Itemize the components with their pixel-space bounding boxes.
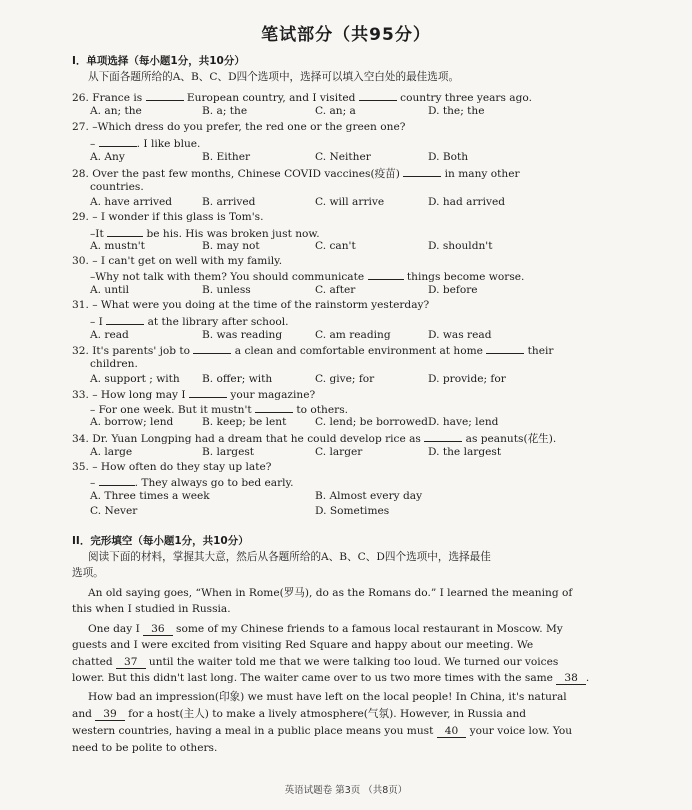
- question-30-line2: [90, 268, 524, 284]
- q26-blank-1: [146, 89, 184, 101]
- q30-text-b: things become worse.: [406, 271, 525, 283]
- passage-p2-line3: [72, 655, 558, 669]
- q26-text-b: European country, and I visited: [186, 92, 356, 104]
- q30-option-b: B. unless: [202, 284, 251, 296]
- q31-text-a: – I: [90, 316, 103, 328]
- p2a-text-1: One day I: [88, 623, 140, 635]
- q27-blank: [99, 135, 137, 147]
- q33-option-c: C. lend; be borrowed: [315, 416, 428, 428]
- q26-text-c: country three years ago.: [400, 92, 532, 104]
- q28-text-b: in many other: [444, 168, 520, 180]
- q29-text-a: –It: [90, 228, 104, 240]
- passage-p2-line1: [88, 622, 563, 636]
- q29-option-b: B. may not: [202, 240, 260, 252]
- q30-option-a: A. until: [90, 284, 130, 296]
- question-27-line1: 27. –Which dress do you prefer, the red one or the green one?: [72, 121, 406, 133]
- blank-40: 40: [437, 725, 466, 738]
- q26-option-b: B. a; the: [202, 105, 248, 117]
- q34-option-b: B. largest: [202, 446, 255, 458]
- q26-blank-2: [359, 89, 397, 101]
- q35-option-c: C. Never: [90, 505, 138, 517]
- q32-text-b: a clean and comfortable environment at home: [234, 345, 483, 357]
- q34-option-a: A. large: [90, 446, 133, 458]
- question-31-line1: 31. – What were you doing at the time of the rainstorm yesterday?: [72, 299, 430, 311]
- section2-heading: II．完形填空（每小题1分，共10分）: [72, 535, 249, 547]
- q31-option-c: C. am reading: [315, 329, 391, 341]
- q33-option-d: D. have; lend: [428, 416, 499, 428]
- q32-text-a: 32. It's parents' job to: [72, 345, 191, 357]
- q28-option-a: A. have arrived: [90, 196, 173, 208]
- question-30-line1: 30. – I can't get on well with my family.: [72, 255, 283, 267]
- q31-option-d: D. was read: [428, 329, 492, 341]
- q28-option-c: C. will arrive: [315, 196, 385, 208]
- q27-option-b: B. Either: [202, 151, 251, 163]
- q32-option-d: D. provide; for: [428, 373, 506, 385]
- q33-text-b: your magazine?: [230, 389, 316, 401]
- q27-text-b: . I like blue.: [136, 138, 201, 150]
- q27-option-a: A. Any: [90, 151, 125, 163]
- p3c-text-1: western countries, having a meal in a public place means you must: [72, 725, 434, 737]
- p2a-text-2: some of my Chinese friends to a famous local restaurant in Moscow. My: [176, 623, 563, 635]
- q34-text-a: 34. Dr. Yuan Longping had a dream that he could develop rice as: [72, 433, 421, 445]
- passage-p3-line4: need to be polite to others.: [72, 742, 218, 754]
- question-35-line2: [90, 474, 294, 490]
- q33-blank-1: [189, 386, 227, 398]
- q33-option-b: B. keep; be lent: [202, 416, 287, 428]
- q32-line2: children.: [90, 358, 138, 370]
- q32-text-c: their: [527, 345, 554, 357]
- q27-dash: –: [90, 138, 96, 150]
- q32-option-b: B. offer; with: [202, 373, 273, 385]
- q28-option-b: B. arrived: [202, 196, 256, 208]
- q29-text-b: be his. His was broken just now.: [146, 228, 320, 240]
- passage-p1-line2: this when I studied in Russia.: [72, 603, 231, 615]
- p2c-text-1: chatted: [72, 656, 113, 668]
- passage-p2-line2: guests and I were excited from visiting Red Square and happy about our meeting. We: [72, 639, 534, 651]
- question-27-line2: [90, 135, 200, 151]
- question-34: [72, 430, 556, 446]
- q32-option-a: A. support ; with: [90, 373, 180, 385]
- passage-p3-line3: [72, 724, 572, 738]
- blank-38: 38: [556, 672, 585, 685]
- p3b-text-1: and: [72, 708, 92, 720]
- passage-p3-line2: [72, 707, 526, 721]
- q32-blank-2: [486, 342, 524, 354]
- q30-text-a: –Why not talk with them? You should communicate: [90, 271, 365, 283]
- q28-text-a: 28. Over the past few months, Chinese COVID vaccines(疫苗): [72, 168, 400, 180]
- blank-36: 36: [143, 623, 172, 636]
- blank-37: 37: [116, 656, 145, 669]
- section2-instruction-1: 阅读下面的材料，掌握其大意，然后从各题所给的A、B、C、D四个选项中，选择最佳: [88, 551, 491, 563]
- q31-option-b: B. was reading: [202, 329, 283, 341]
- page-title: 笔试部分（共95分）: [261, 25, 431, 45]
- q34-option-c: C. larger: [315, 446, 363, 458]
- question-33-line1: [72, 386, 315, 402]
- blank-39: 39: [95, 708, 124, 721]
- q35-text-b: . They always go to bed early.: [134, 477, 294, 489]
- q26-text-a: 26. France is: [72, 92, 143, 104]
- q29-option-c: C. can't: [315, 240, 356, 252]
- q28-line2: countries.: [90, 181, 144, 193]
- q28-option-d: D. had arrived: [428, 196, 506, 208]
- q31-blank: [106, 313, 144, 325]
- q35-option-a: A. Three times a week: [90, 490, 210, 502]
- p2d-text-1: lower. But this didn't last long. The waiter came over to us two more times with the same: [72, 672, 553, 684]
- q28-blank: [403, 165, 441, 177]
- question-32: [72, 342, 553, 358]
- q31-text-b: at the library after school.: [147, 316, 289, 328]
- q26-option-d: D. the; the: [428, 105, 485, 117]
- q32-blank-1: [193, 342, 231, 354]
- question-26: [72, 89, 532, 105]
- q35-option-d: D. Sometimes: [315, 505, 390, 517]
- q26-option-a: A. an; the: [90, 105, 142, 117]
- passage-p3-line1: How bad an impression(印象) we must have left on the local people! In China, it's natural: [88, 691, 567, 703]
- section1-instruction: 从下面各题所给的A、B、C、D四个选项中，选择可以填入空白处的最佳选项。: [88, 71, 460, 83]
- q27-option-d: D. Both: [428, 151, 469, 163]
- q35-blank: [99, 474, 135, 486]
- question-35-line1: 35. – How often do they stay up late?: [72, 461, 272, 473]
- q34-option-d: D. the largest: [428, 446, 502, 458]
- q34-text-b: as peanuts(花生).: [465, 433, 557, 445]
- page-footer: 英语试题卷 第3页 （共8页）: [284, 785, 408, 796]
- p3b-text-2: for a host(主人) to make a lively atmosphere(气氛). However, in Russia and: [128, 708, 527, 720]
- q30-blank: [368, 268, 404, 280]
- q33-text-a: 33. – How long may I: [72, 389, 186, 401]
- passage-p2-line4: [72, 671, 589, 685]
- p2d-text-2: .: [585, 672, 590, 684]
- q26-option-c: C. an; a: [315, 105, 356, 117]
- question-31-line2: [90, 313, 289, 329]
- q30-option-d: D. before: [428, 284, 478, 296]
- q29-blank: [107, 225, 143, 237]
- q33-text-c: – For one week. But it mustn't: [90, 404, 252, 416]
- q35-dash: –: [90, 477, 96, 489]
- q35-option-b: B. Almost every day: [315, 490, 423, 502]
- q33-text-d: to others.: [296, 404, 349, 416]
- q33-option-a: A. borrow; lend: [90, 416, 174, 428]
- question-28: [72, 165, 520, 181]
- q31-option-a: A. read: [90, 329, 129, 341]
- q27-option-c: C. Neither: [315, 151, 371, 163]
- section1-heading: I．单项选择（每小题1分，共10分）: [72, 55, 245, 67]
- question-29-line1: 29. – I wonder if this glass is Tom's.: [72, 211, 264, 223]
- q29-option-d: D. shouldn't: [428, 240, 493, 252]
- q33-blank-2: [255, 401, 293, 413]
- passage-p1-line1: An old saying goes, “When in Rome(罗马), do as the Romans do.” I learned the meaning of: [88, 587, 573, 599]
- p3c-text-2: your voice low. You: [469, 725, 573, 737]
- p2c-text-2: until the waiter told me that we were talking too loud. We turned our voices: [148, 656, 559, 668]
- section2-instruction-2: 选项。: [72, 567, 104, 579]
- q30-option-c: C. after: [315, 284, 356, 296]
- q34-blank: [424, 430, 462, 442]
- q29-option-a: A. mustn't: [90, 240, 145, 252]
- q32-option-c: C. give; for: [315, 373, 375, 385]
